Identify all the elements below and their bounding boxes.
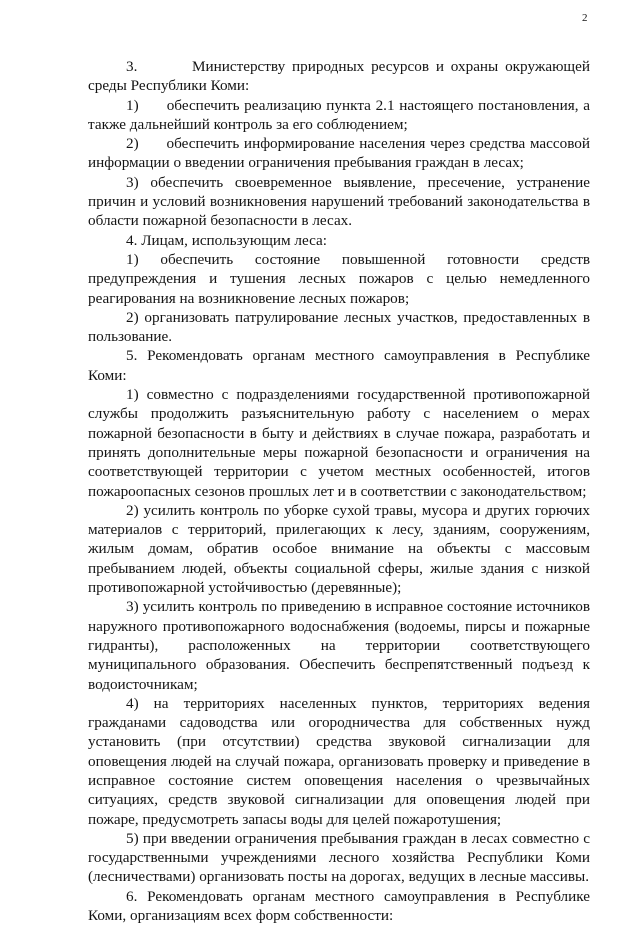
item-5-subitem-4: 4) на территориях населенных пунктов, территориях ведения гражданами садоводства или огородничества для собственных нужд установить (при отсутствии) средства звуковой сигнализации для оповещения людей на случай пожара, организовать проверку и приведение в исправное состояние систем оповещения населения о чрезвычайных ситуациях, средств звуковой сигнализации для оповещения людей при пожаре, предусмотреть запасы воды для целей пожаротушения;: [88, 694, 590, 828]
item-3-subitem-3: 3) обеспечить своевременное выявление, пресечение, устранение причин и условий возникновения нарушений требований законодательства в области пожарной безопасности в лесах.: [88, 173, 590, 230]
item-3-subitem-2: 2) обеспечить информирование населения через средства массовой информации о введении ограничения пребывания граждан в лесах;: [88, 135, 590, 172]
item-5-subitem-2: 2) усилить контроль по уборке сухой травы, мусора и других горючих материалов с территорий, прилегающих к лесу, зданиям, сооружениям, жилым домам, обратив особое внимание на объекты с массовым пребыванием людей, объекты социальной сферы, жилые здания с низкой противопожарной устойчивостью (деревянные);: [88, 501, 590, 597]
item-5-heading: 5. Рекомендовать органам местного самоуправления в Республике Коми:: [88, 347, 590, 384]
item-5-subitem-5: 5) при введении ограничения пребывания граждан в лесах совместно с государственными учреждениями лесного хозяйства Республики Коми (лесничествами) организовать посты на дорогах, ведущих в лесные массивы.: [88, 829, 590, 886]
item-4-subitem-2: 2) организовать патрулирование лесных участков, предоставленных в пользование.: [88, 308, 590, 346]
item-5-subitem-1: 1) совместно с подразделениями государственной противопожарной службы продолжить разъяснительную работу с населением о мерах пожарной безопасности в быту и действиях в случае пожара, разработать и принять дополнительные меры пожарной безопасности и ограничения на соответствующей территории с учетом местных особенностей, итогов пожароопасных сезонов прошлых лет и в соответствии с законодательством;: [88, 386, 590, 500]
item-3-subitem-1: 1) обеспечить реализацию пункта 2.1 настоящего постановления, а также дальнейший контроль за его соблюдением;: [88, 96, 590, 133]
item-4-heading: 4. Лицам, использующим леса:: [126, 231, 328, 249]
document-body: [88, 57, 590, 925]
item-4-subitem-1: 1) обеспечить состояние повышенной готовности средств предупреждения и тушения лесных пожаров с целью немедленного реагирования на возникновение лесных пожаров;: [88, 250, 590, 307]
item-6-heading: 6. Рекомендовать органам местного самоуправления в Республике Коми, организациям всех форм собственности:: [88, 887, 590, 925]
item-5-subitem-3: 3) усилить контроль по приведению в исправное состояние источников наружного противопожарного водоснабжения (водоемы, пирсы и пожарные гидранты), расположенных на территории соответствующего муниципального образования. Обеспечить беспрепятственный подъезд к водоисточникам;: [88, 598, 590, 693]
item-3-heading: 3. Министерству природных ресурсов и охраны окружающей среды Республики Коми:: [88, 58, 590, 95]
page-number: 2: [582, 12, 588, 24]
